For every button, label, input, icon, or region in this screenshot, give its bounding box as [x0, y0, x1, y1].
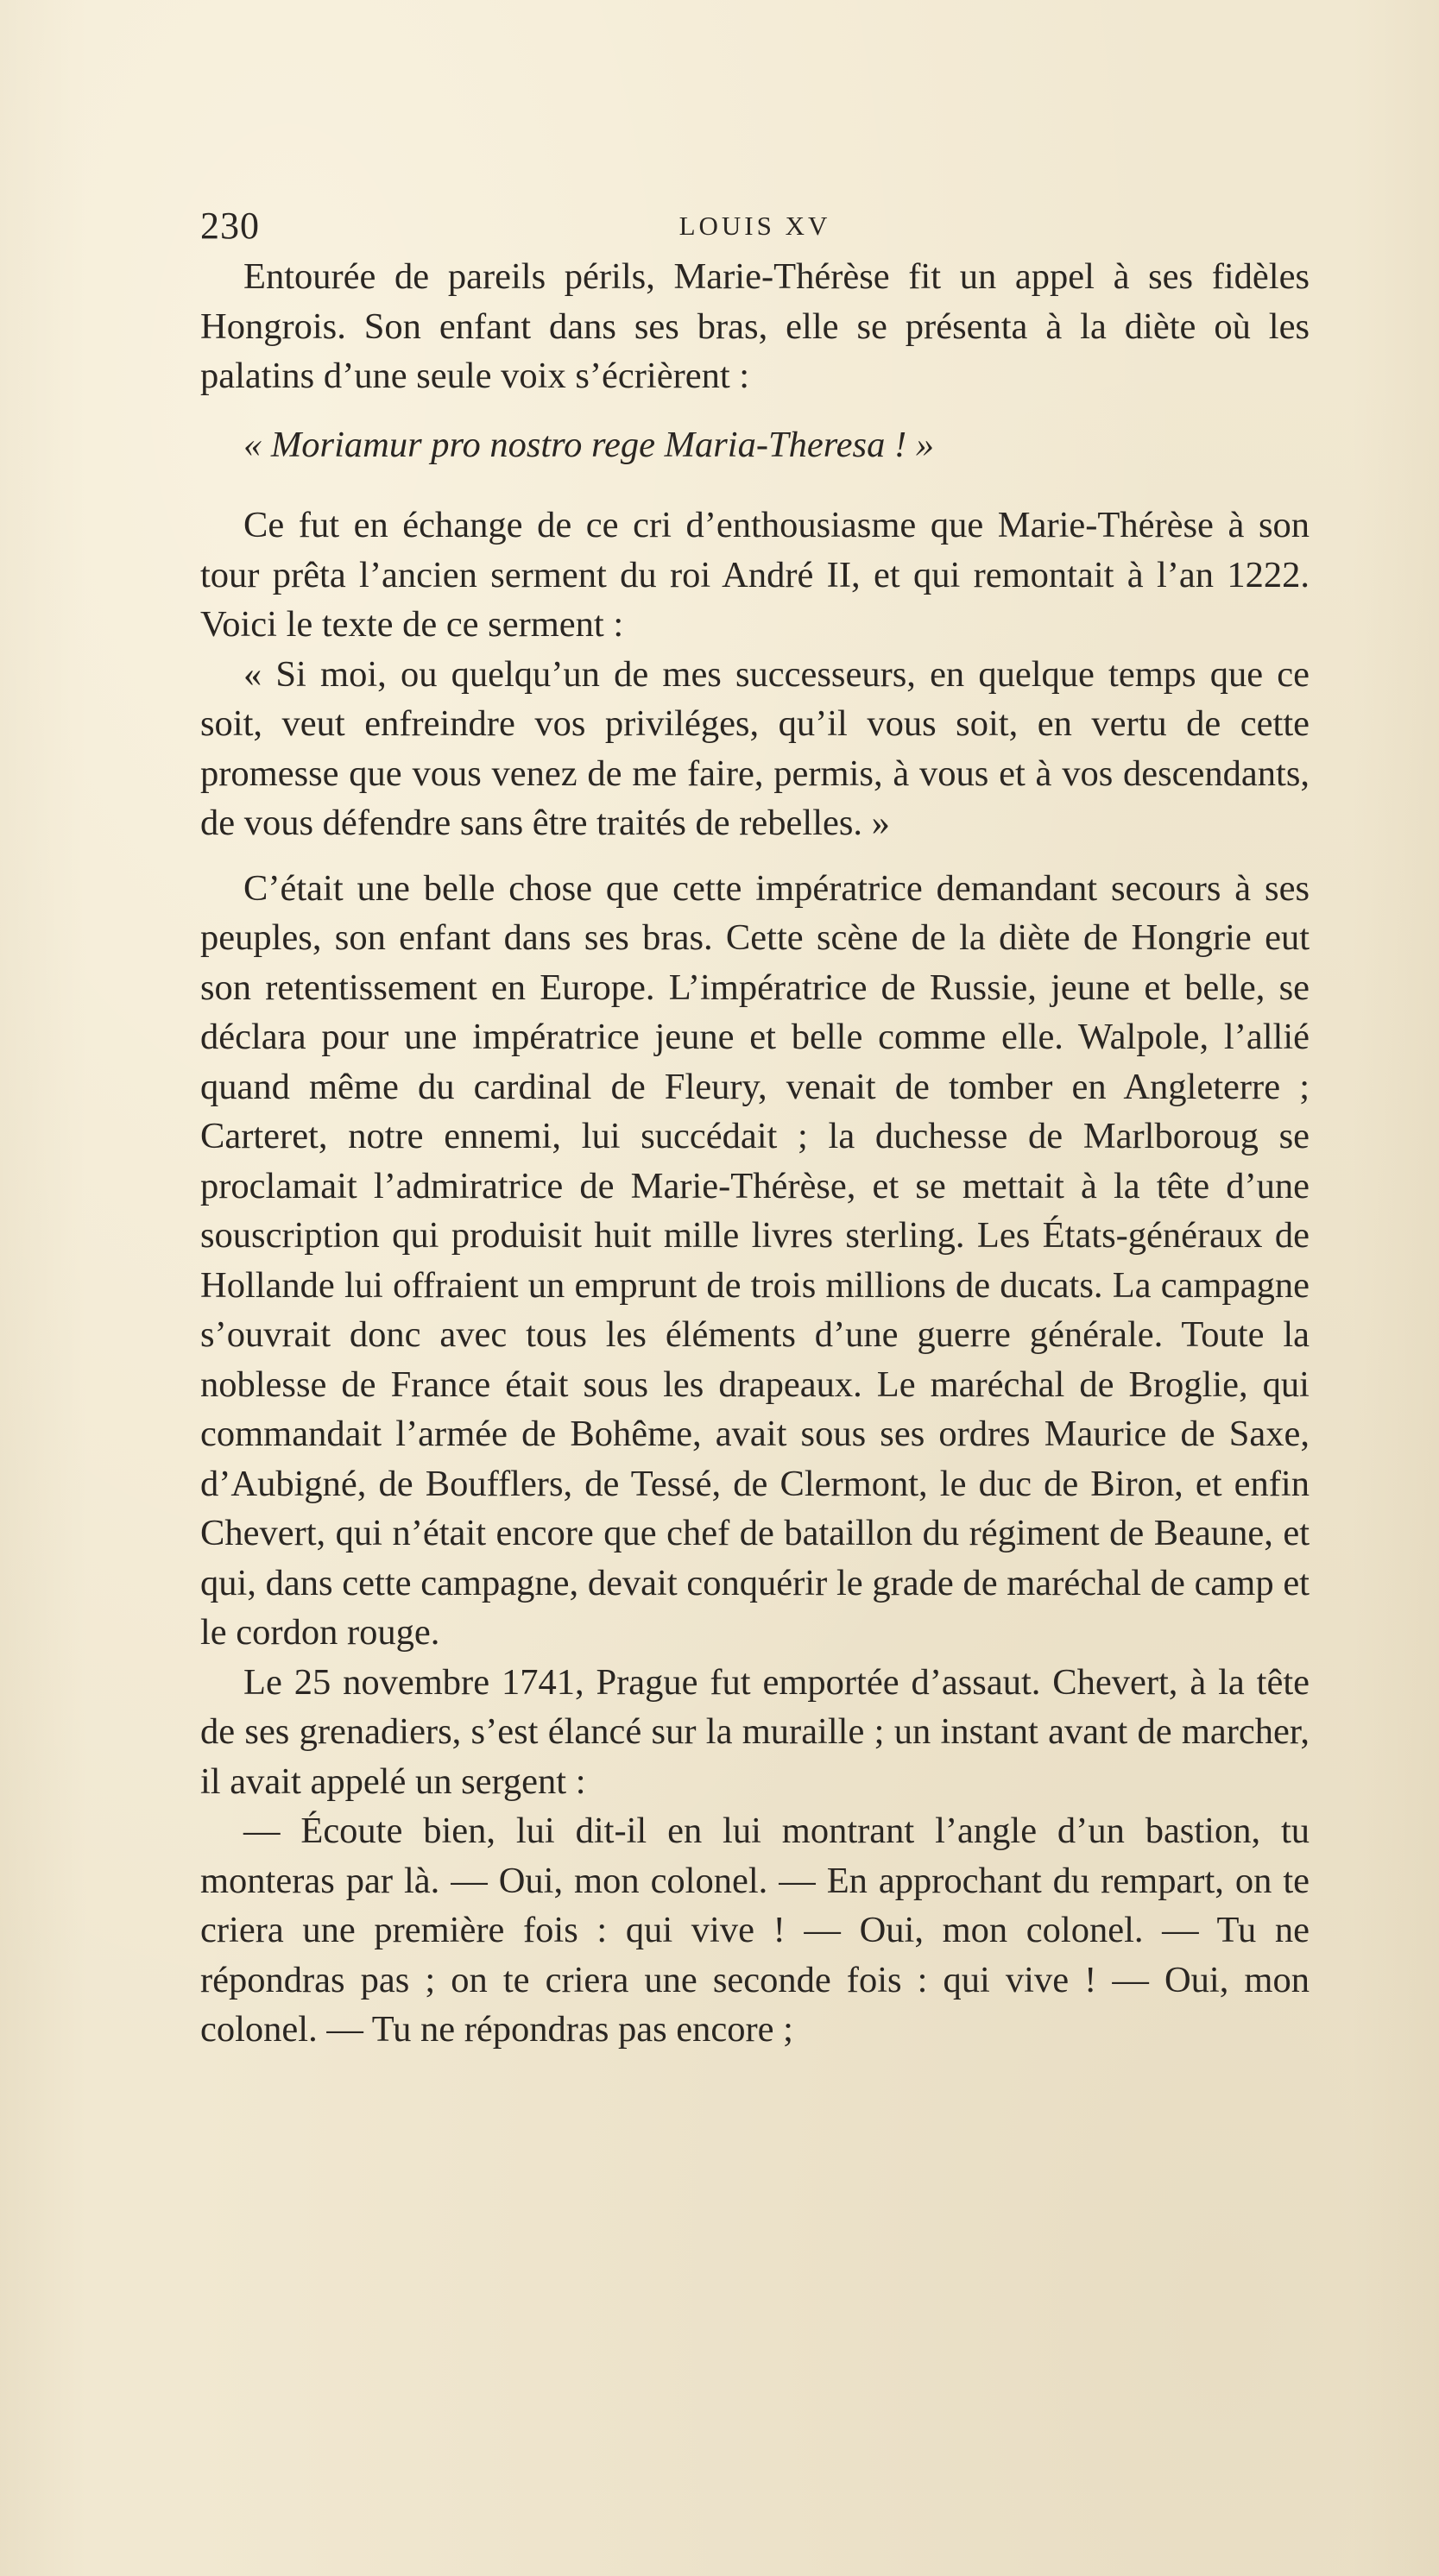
running-title: LOUIS XV	[678, 211, 831, 241]
running-head	[200, 204, 1310, 252]
latin-quote: « Moriamur pro nostro rege Maria-Theresa ! »	[243, 424, 934, 465]
paragraph-dialogue: — Écoute bien, lui dit-il en lui montrant l’angle d’un bastion, tu monteras par là. — Oui, mon colonel. — En approchant du rempart, on te criera une première fois : qui vive ! — Oui, mon colonel. — Tu ne répondras pas ; on te criera une seconde fois : qui vive ! — Oui, mon colonel. — Tu ne répondras pas encore ;	[200, 1811, 1310, 2050]
paragraph-appeal: Entourée de pareils périls, Marie-Thérèse fit un appel à ses fidèles Hongrois. Son enfant dans ses bras, elle se présenta à la diète où les palatins d’une seule voix s’écrièrent :	[200, 256, 1310, 396]
body-text	[200, 252, 1310, 2055]
paragraph-europe: C’était une belle chose que cette impératrice demandant secours à ses peuples, son enfant dans ses bras. Cette scène de la diète de Hongrie eut son retentissement en Europe. L’impératrice de Russie, jeune et belle, se déclara pour une impératrice jeune et belle comme elle. Walpole, l’allié quand même du cardinal de Fleury, venait de tomber en Angleterre ; Carteret, notre ennemi, lui succédait ; la duchesse de Marlboroug se proclamait l’admiratrice de Marie-Thérèse, et se mettait à la tête d’une souscription qui produisit huit mille livres sterling. Les États-généraux de Hollande lui offraient un emprunt de trois millions de ducats. La campagne s’ouvrait donc avec tous les éléments d’une guerre générale. Toute la noblesse de France était sous les drapeaux. Le maréchal de Broglie, qui commandait l’armée de Bohême, avait sous ses ordres Maurice de Saxe, d’Aubigné, de Boufflers, de Tessé, de Clermont, le duc de Biron, et enfin Chevert, qui n’était encore que chef de bataillon du régiment de Beaune, et qui, dans cette campagne, devait conquérir le grade de maréchal de camp et le cordon rouge.	[200, 867, 1310, 1653]
paragraph-prague: Le 25 novembre 1741, Prague fut emportée d’assaut. Chevert, à la tête de ses grenadiers, s’est élancé sur la muraille ; un instant avant de marcher, il avait appelé un sergent :	[200, 1661, 1310, 1802]
paragraph-oath-intro: Ce fut en échange de ce cri d’enthousiasme que Marie-Thérèse à son tour prêta l’ancien serment du roi André II, et qui remontait à l’an 1222. Voici le texte de ce serment :	[200, 505, 1310, 645]
page-number: 230	[200, 205, 260, 247]
paragraph-oath-text: « Si moi, ou quelqu’un de mes successeurs, en quelque temps que ce soit, veut enfreindre vos priviléges, qu’il vous soit, en vertu de cette promesse que vous venez de me faire, permis, à vous et à vos descendants, de vous défendre sans être traités de rebelles. »	[200, 653, 1310, 843]
